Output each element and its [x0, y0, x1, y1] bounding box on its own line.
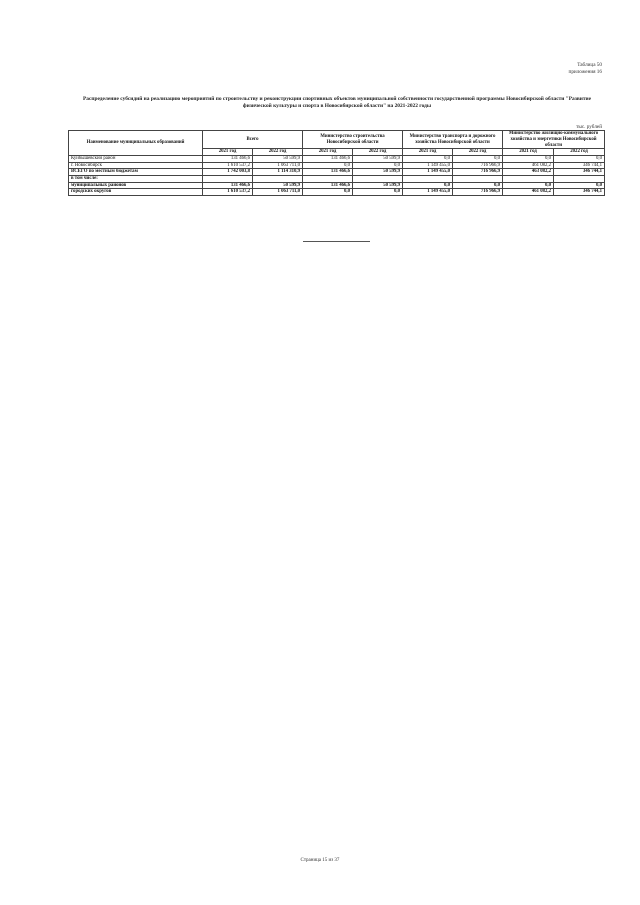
cell-value: 1 063 711,0: [253, 162, 303, 169]
cell-value: 1 742 003,8: [203, 169, 253, 176]
year-header: 2022 год: [453, 149, 503, 156]
table-row-total: [69, 169, 605, 176]
cell-value: 461 082,2: [503, 189, 554, 196]
row-name: г. Новосибирск: [69, 162, 203, 169]
section-divider: [303, 241, 370, 242]
cell-value: [253, 175, 303, 182]
cell-value: 50 599,9: [353, 169, 403, 176]
cell-value: [353, 175, 403, 182]
cell-value: 0,0: [503, 156, 554, 163]
cell-value: 716 966,9: [453, 189, 503, 196]
subsidy-distribution-table: [68, 130, 605, 196]
table-row: [69, 162, 605, 169]
cell-value: 131 466,6: [303, 182, 353, 189]
cell-value: 346 744,1: [554, 169, 605, 176]
cell-value: 0,0: [453, 182, 503, 189]
document-header: [569, 62, 602, 75]
cell-value: 0,0: [403, 156, 453, 163]
cell-value: 0,0: [554, 156, 605, 163]
table-number-label: Таблица 50: [577, 62, 602, 68]
units-label: тыс. рублей: [576, 124, 602, 130]
cell-value: 463 082,2: [503, 169, 554, 176]
cell-value: 1 149 455,0: [403, 162, 453, 169]
cell-value: 0,0: [453, 156, 503, 163]
cell-value: 0,0: [303, 189, 353, 196]
row-name: городских округов: [69, 189, 203, 196]
column-header-name: Наименование муниципальных образований: [69, 131, 203, 156]
cell-value: 1 114 310,9: [253, 169, 303, 176]
cell-value: 1 610 537,2: [203, 189, 253, 196]
cell-value: 0,0: [403, 182, 453, 189]
year-header: 2022 год: [554, 149, 605, 156]
cell-value: 0,0: [554, 182, 605, 189]
cell-value: 131 466,6: [203, 156, 253, 163]
document-title: Распределение субсидий на реализацию мероприятий по строительству и реконструкции спортивных объектов муниципальной собственности государственной программы Новосибирской области "Развитие физической культуры и спорта в Новосибирской области" на 2021-2022 годы: [82, 96, 592, 110]
year-header: 2021 год: [303, 149, 353, 156]
year-header: 2021 год: [203, 149, 253, 156]
cell-value: [503, 175, 554, 182]
cell-value: [203, 175, 253, 182]
cell-value: 0,0: [353, 162, 403, 169]
table-row: [69, 182, 605, 189]
row-name: в том числе:: [69, 175, 203, 182]
table-row-subheading: [69, 175, 605, 182]
table-header-row: [69, 131, 605, 149]
cell-value: 50 599,9: [253, 182, 303, 189]
cell-value: 1 063 711,0: [253, 189, 303, 196]
cell-value: 346 744,1: [554, 189, 605, 196]
year-header: 2021 год: [503, 149, 554, 156]
cell-value: 50 599,9: [353, 182, 403, 189]
cell-value: [554, 175, 605, 182]
cell-value: [403, 175, 453, 182]
cell-value: 716 966,9: [453, 162, 503, 169]
appendix-label: приложения 16: [568, 68, 602, 75]
cell-value: 0,0: [503, 182, 554, 189]
row-name: Куйбышевский район: [69, 156, 203, 163]
column-group-total: Всего: [203, 131, 303, 149]
table-row: [69, 189, 605, 196]
cell-value: 0,0: [303, 162, 353, 169]
table-row: [69, 156, 605, 163]
cell-value: 1 149 455,0: [403, 169, 453, 176]
year-header: 2022 год: [353, 149, 403, 156]
cell-value: 0,0: [353, 189, 403, 196]
cell-value: 131 466,6: [203, 182, 253, 189]
cell-value: [303, 175, 353, 182]
row-name: муниципальных районов: [69, 182, 203, 189]
column-group-transport: Министерство транспорта и дорожного хозяйства Новосибирской области: [403, 131, 503, 149]
row-name: ВСЕГО по местным бюджетам: [69, 169, 203, 176]
cell-value: 131 466,6: [303, 169, 353, 176]
column-group-construction: Министерство строительства Новосибирской области: [303, 131, 403, 149]
cell-value: 461 082,2: [503, 162, 554, 169]
year-header: 2021 год: [403, 149, 453, 156]
column-group-housing: Министерство жилищно-коммунального хозяйства и энергетики Новосибирской области: [503, 131, 605, 149]
cell-value: 716 966,9: [453, 169, 503, 176]
page-number: Страница 15 из 37: [300, 858, 340, 863]
cell-value: 1 610 537,2: [203, 162, 253, 169]
cell-value: 50 599,9: [353, 156, 403, 163]
cell-value: [453, 175, 503, 182]
cell-value: 1 149 455,0: [403, 189, 453, 196]
table-body: [69, 156, 605, 196]
cell-value: 50 599,9: [253, 156, 303, 163]
cell-value: 346 744,1: [554, 162, 605, 169]
cell-value: 131 466,6: [303, 156, 353, 163]
year-header: 2022 год: [253, 149, 303, 156]
